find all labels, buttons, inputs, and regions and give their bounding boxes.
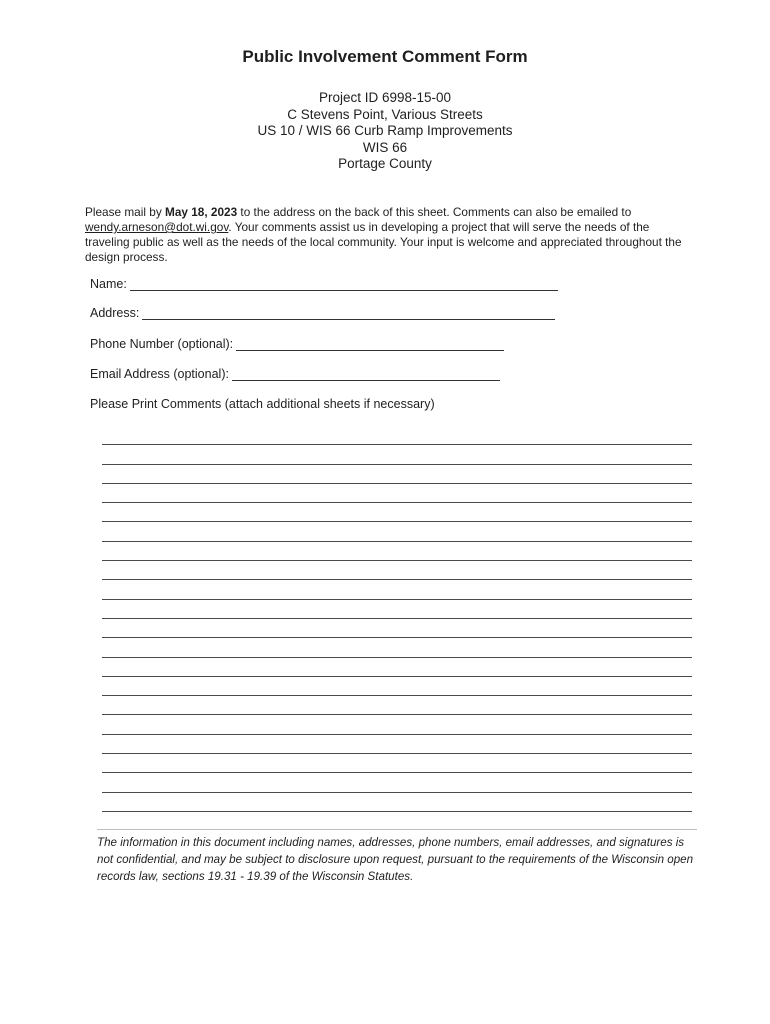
comment-line[interactable]: [102, 638, 692, 657]
intro-after-deadline: to the address on the back of this sheet. Comments can also be emailed to: [237, 205, 632, 219]
contact-email-link[interactable]: wendy.arneson@dot.wi.gov: [85, 220, 229, 234]
name-input-line[interactable]: [130, 278, 558, 291]
address-input-line[interactable]: [142, 307, 555, 320]
project-info: [0, 90, 770, 173]
comment-line[interactable]: [102, 754, 692, 773]
project-location: C Stevens Point, Various Streets: [287, 106, 483, 122]
phone-field: [90, 337, 504, 351]
comment-line[interactable]: [102, 735, 692, 754]
comment-line[interactable]: [102, 503, 692, 522]
comments-label: Please Print Comments (attach additional sheets if necessary): [90, 397, 435, 411]
comment-line[interactable]: [102, 696, 692, 715]
comment-line[interactable]: [102, 542, 692, 561]
comment-line[interactable]: [102, 445, 692, 464]
comments-area[interactable]: [102, 426, 692, 812]
comment-line[interactable]: [102, 580, 692, 599]
name-label: Name:: [90, 277, 127, 291]
email-input-line[interactable]: [232, 368, 500, 381]
email-field: [90, 367, 500, 381]
address-field: [90, 306, 555, 320]
comment-line[interactable]: [102, 561, 692, 580]
phone-input-line[interactable]: [236, 338, 504, 351]
intro-paragraph: [85, 205, 685, 265]
intro-prefix: Please mail by: [85, 205, 165, 219]
intro-rest: . Your comments assist us in developing a project that will serve the needs of the traveling public as well as the needs of the local community. Your input is welcome and appreciated throughout the design process.: [85, 220, 682, 264]
mail-deadline: May 18, 2023: [165, 205, 238, 219]
comment-line[interactable]: [102, 619, 692, 638]
comment-line[interactable]: [102, 426, 692, 445]
project-id: Project ID 6998-15-00: [318, 90, 452, 105]
form-title: Public Involvement Comment Form: [242, 47, 528, 66]
comment-line[interactable]: [102, 484, 692, 503]
phone-label: Phone Number (optional):: [90, 337, 234, 351]
project-county: Portage County: [338, 156, 432, 172]
name-field: [90, 277, 558, 291]
comment-line[interactable]: [102, 677, 692, 696]
project-highway: WIS 66: [362, 139, 408, 155]
address-label: Address:: [90, 306, 140, 320]
comment-line[interactable]: [102, 658, 692, 677]
comment-line[interactable]: [102, 600, 692, 619]
comment-line[interactable]: [102, 773, 692, 792]
project-description: US 10 / WIS 66 Curb Ramp Improvements: [257, 123, 513, 139]
comment-line[interactable]: [102, 465, 692, 484]
comment-line[interactable]: [102, 715, 692, 734]
comment-line[interactable]: [102, 522, 692, 541]
email-label: Email Address (optional):: [90, 367, 229, 381]
comment-line[interactable]: [102, 793, 692, 812]
confidentiality-disclaimer: The information in this document including names, addresses, phone numbers, email addresses, and signatures is not confidential, and may be subject to disclosure upon request, pursuant to the requirements of the Wisconsin open records law, sections 19.31 - 19.39 of the Wisconsin Statutes.: [97, 829, 697, 885]
